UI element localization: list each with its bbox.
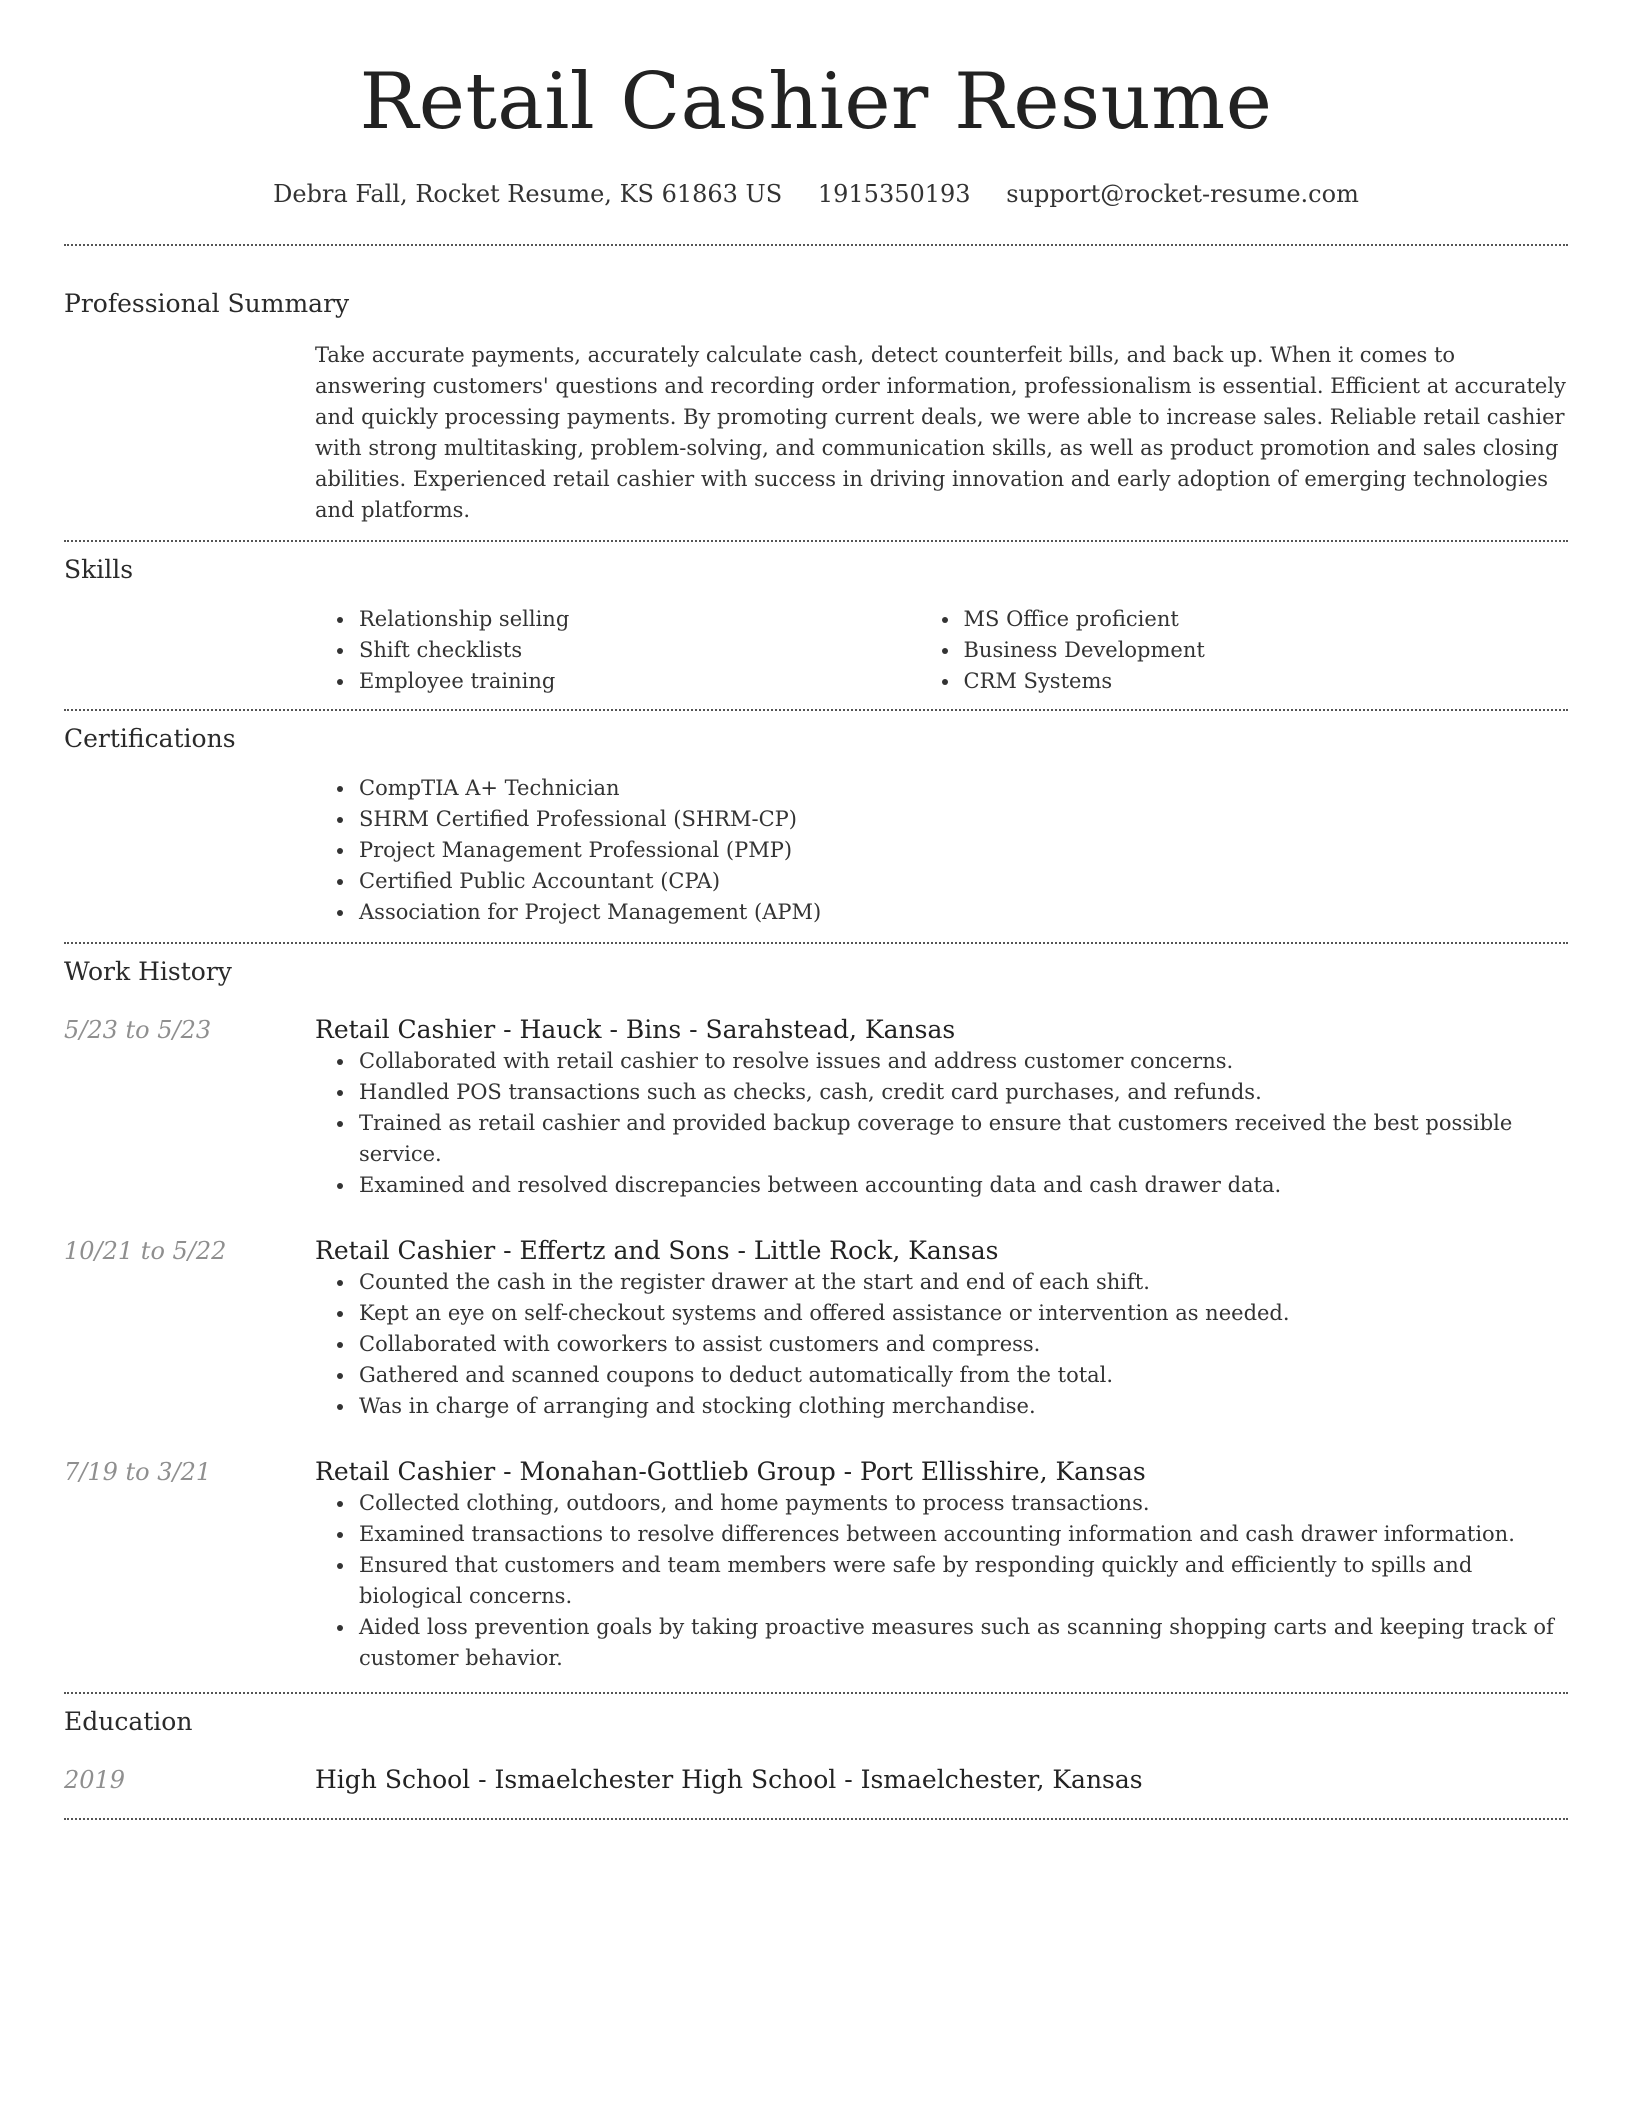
job-bullet: Was in charge of arranging and stocking clothing merchandise.	[359, 1391, 1568, 1422]
section-title-certifications: Certifications	[64, 724, 236, 753]
skill-item: CRM Systems	[964, 666, 1569, 697]
skill-item: Employee training	[359, 666, 964, 697]
contact-phone: 1915350193	[817, 180, 971, 208]
summary-section	[64, 246, 1568, 526]
job-bullet: Gathered and scanned coupons to deduct automatically from the total.	[359, 1360, 1568, 1391]
contact-email: support@rocket-resume.com	[1006, 180, 1359, 208]
skill-item: Shift checklists	[359, 635, 964, 666]
certification-item: SHRM Certified Professional (SHRM-CP)	[359, 804, 1568, 835]
section-title-summary: Professional Summary	[64, 289, 350, 318]
certification-item: CompTIA A+ Technician	[359, 773, 1568, 804]
job-bullet: Handled POS transactions such as checks, cash, credit card purchases, and refunds.	[359, 1077, 1568, 1108]
job-bullet: Collaborated with coworkers to assist customers and compress.	[359, 1329, 1568, 1360]
work-history-section	[64, 944, 1568, 1692]
skills-grid	[64, 604, 1568, 697]
job-bullet: Counted the cash in the register drawer at the start and end of each shift.	[359, 1267, 1568, 1298]
skills-section	[64, 542, 1568, 709]
skills-column-right	[964, 604, 1569, 697]
job-title: Retail Cashier - Hauck - Bins - Sarahstead, Kansas	[315, 1015, 956, 1044]
job-header	[64, 1014, 1568, 1046]
section-title-skills: Skills	[64, 555, 134, 584]
job-bullet: Examined transactions to resolve differences between accounting information and cash drawer information.	[359, 1519, 1568, 1550]
education-section	[64, 1694, 1568, 1818]
resume-title: Retail Cashier Resume	[359, 57, 1273, 147]
skill-item: MS Office proficient	[964, 604, 1569, 635]
job-entry	[64, 1456, 1568, 1674]
section-title-education: Education	[64, 1707, 193, 1736]
job-bullet: Collaborated with retail cashier to resolve issues and address customer concerns.	[359, 1046, 1568, 1077]
certification-item: Project Management Professional (PMP)	[359, 835, 1568, 866]
job-bullet: Kept an eye on self-checkout systems and offered assistance or intervention as needed.	[359, 1298, 1568, 1329]
section-title-work-history: Work History	[64, 957, 232, 986]
certification-item: Association for Project Management (APM)	[359, 897, 1568, 928]
divider	[64, 1818, 1568, 1820]
education-year: 2019	[64, 1766, 126, 1794]
certifications-list	[64, 773, 1568, 928]
job-header	[64, 1235, 1568, 1267]
education-title: High School - Ismaelchester High School - Ismaelchester, Kansas	[315, 1765, 1143, 1794]
job-bullet: Ensured that customers and team members were safe by responding quickly and efficiently to spills and biological concerns.	[359, 1550, 1568, 1612]
education-entry	[64, 1764, 1568, 1796]
job-bullet: Trained as retail cashier and provided backup coverage to ensure that customers received the best possible service.	[359, 1108, 1568, 1170]
contact-address: Debra Fall, Rocket Resume, KS 61863 US	[273, 180, 783, 208]
job-bullets	[64, 1488, 1568, 1674]
certifications-section	[64, 711, 1568, 942]
job-entry	[64, 1014, 1568, 1201]
skill-item: Business Development	[964, 635, 1569, 666]
certification-item: Certified Public Accountant (CPA)	[359, 866, 1568, 897]
job-entry	[64, 1235, 1568, 1422]
job-dates: 5/23 to 5/23	[64, 1016, 212, 1044]
job-bullet: Collected clothing, outdoors, and home payments to process transactions.	[359, 1488, 1568, 1519]
job-bullet: Examined and resolved discrepancies between accounting data and cash drawer data.	[359, 1170, 1568, 1201]
job-bullet: Aided loss prevention goals by taking proactive measures such as scanning shopping carts and keeping track of customer behavior.	[359, 1612, 1568, 1674]
summary-text: Take accurate payments, accurately calculate cash, detect counterfeit bills, and back up. When it comes to answering customers' questions and recording order information, professionalism is essential. Efficient at accurately and quickly processing payments. By promoting current deals, we were able to increase sales. Reliable retail cashier with strong multitasking, problem-solving, and communication skills, as well as product promotion and sales closing abilities. Experienced retail cashier with success in driving innovation and early adoption of emerging technologies and platforms.	[315, 343, 1566, 522]
job-header	[64, 1456, 1568, 1488]
skill-item: Relationship selling	[359, 604, 964, 635]
contact-line	[64, 178, 1568, 210]
job-dates: 7/19 to 3/21	[64, 1458, 212, 1486]
job-title: Retail Cashier - Effertz and Sons - Little Rock, Kansas	[315, 1236, 999, 1265]
job-bullets	[64, 1046, 1568, 1201]
job-dates: 10/21 to 5/22	[64, 1237, 227, 1265]
job-title: Retail Cashier - Monahan-Gottlieb Group - Port Ellisshire, Kansas	[315, 1457, 1146, 1486]
skills-column-left	[359, 604, 964, 697]
job-bullets	[64, 1267, 1568, 1422]
